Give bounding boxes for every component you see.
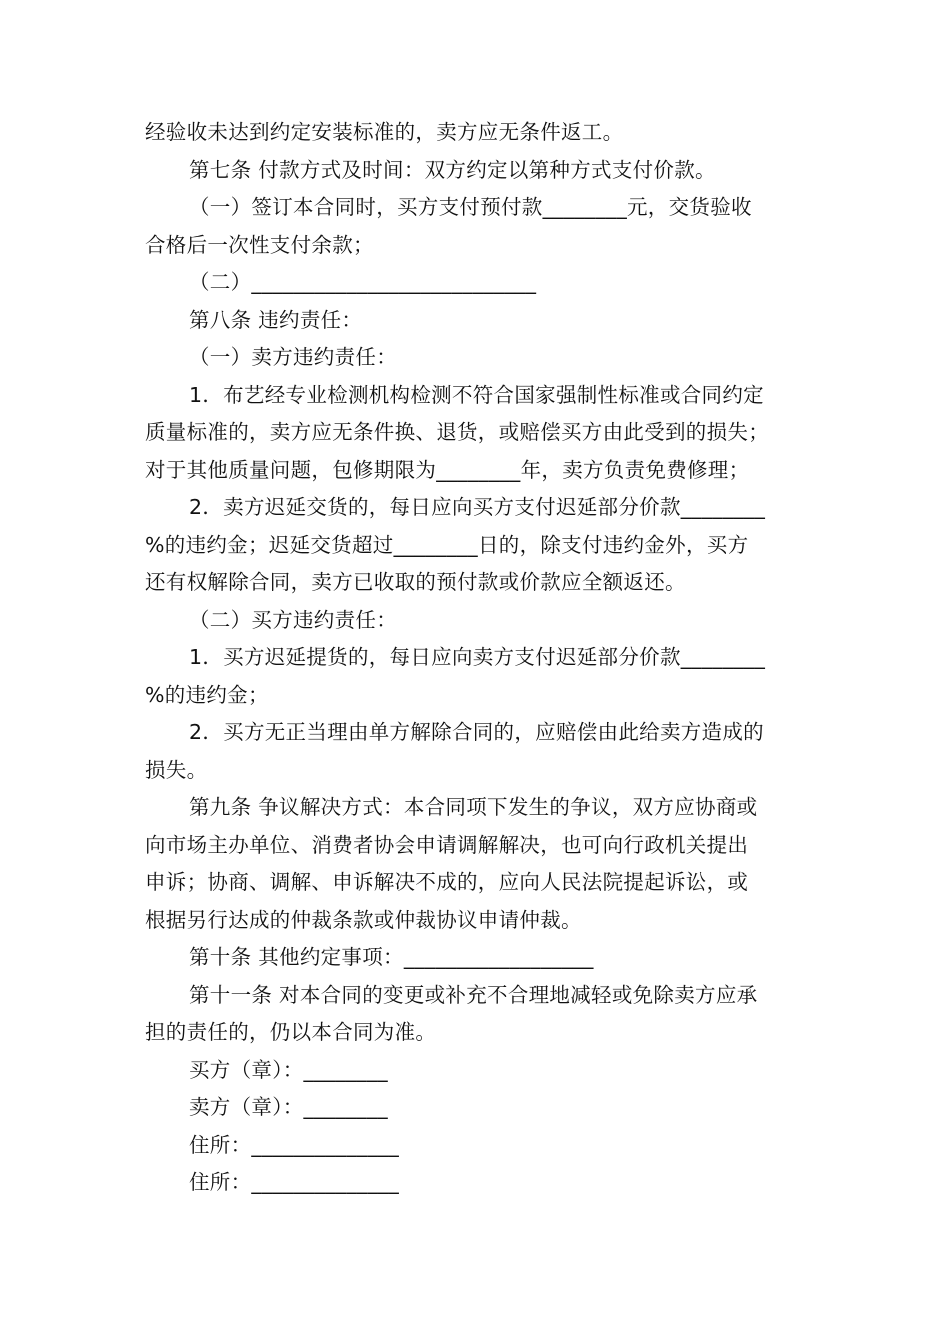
address-field: 住所：______________ [189, 1170, 400, 1194]
text-line: 对于其他质量问题，包修期限为________年，卖方负责免费修理； [145, 457, 750, 482]
text-line: 质量标准的，卖方应无条件换、退货，或赔偿买方由此受到的损失； [145, 420, 769, 444]
text-line: 还有权解除合同，卖方已收取的预付款或价款应全额返还。 [145, 570, 686, 594]
text-line: （二）___________________________ [189, 270, 537, 294]
seller-signature-field: 卖方（章）：________ [189, 1095, 388, 1119]
seller-liability-heading: （一）卖方违约责任： [189, 345, 397, 369]
text-line: %的违约金；迟延交货超过________日的，除支付违约金外，买方 [145, 532, 749, 557]
text-line: 经验收未达到约定安装标准的，卖方应无条件返工。 [145, 120, 624, 144]
text-line: %的违约金； [145, 682, 269, 707]
clause-9-heading: 第九条 争议解决方式：本合同项下发生的争议，双方应协商或 [189, 795, 758, 819]
clause-8-heading: 第八条 违约责任： [189, 307, 363, 332]
text-line: 合格后一次性支付余款； [145, 232, 374, 257]
text-line: 根据另行达成的仲裁条款或仲裁协议申请仲裁。 [145, 907, 582, 932]
text-line: 申诉；协商、调解、申诉解决不成的，应向人民法院提起诉讼，或 [145, 870, 749, 894]
text-line: 损失。 [145, 757, 208, 782]
contract-text [145, 114, 810, 1202]
text-line: 担的责任的，仍以本合同为准。 [145, 1020, 437, 1044]
address-field: 住所：______________ [189, 1132, 400, 1157]
text-line: 2．买方无正当理由单方解除合同的，应赔偿由此给卖方造成的 [189, 720, 764, 744]
text-line: 向市场主办单位、消费者协会申请调解解决，也可向行政机关提出 [145, 832, 749, 857]
clause-11-heading: 第十一条 对本合同的变更或补充不合理地减轻或免除卖方应承 [189, 982, 758, 1007]
text-line: （一）签订本合同时，买方支付预付款________元，交货验收 [189, 195, 752, 219]
buyer-liability-heading: （二）买方违约责任： [189, 607, 397, 632]
clause-10-heading: 第十条 其他约定事项：__________________ [189, 945, 594, 969]
buyer-signature-field: 买方（章）：________ [189, 1057, 388, 1082]
clause-7-heading: 第七条 付款方式及时间：双方约定以第种方式支付价款。 [189, 157, 716, 182]
text-line: 1．买方迟延提货的，每日应向卖方支付迟延部分价款________ [189, 645, 766, 669]
text-line: 1．布艺经专业检测机构检测不符合国家强制性标准或合同约定 [189, 382, 764, 407]
text-line: 2．卖方迟延交货的，每日应向买方支付迟延部分价款________ [189, 495, 766, 519]
